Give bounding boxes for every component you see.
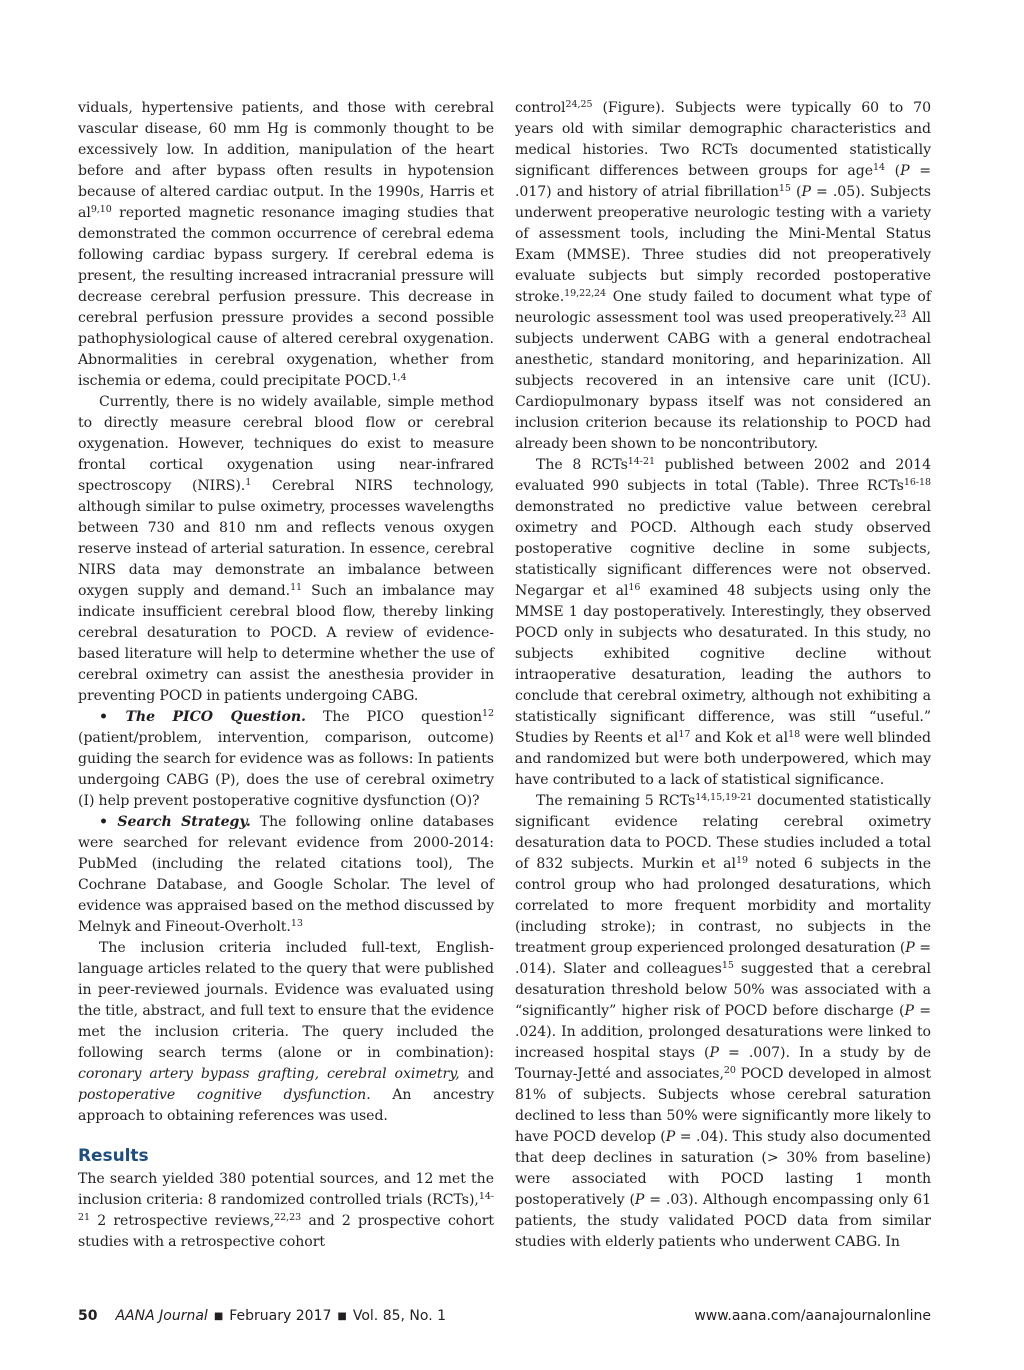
paragraph-remaining-rcts bbox=[515, 791, 931, 1253]
text: = .007). In a study by de Tournay-Jetté and associates, bbox=[515, 1045, 932, 1082]
citation: 19 bbox=[735, 855, 748, 866]
paragraph-cerebral-perfusion bbox=[78, 98, 494, 392]
search-terms: coronary artery bypass grafting, cerebral oximetry, bbox=[78, 1066, 460, 1082]
text: The following online databases were searched for relevant evidence from 2000-2014: PubMed (including the related citations tool), The Cochrane Database, and Google Scholar. The level of evidence was appraised based on the method discussed by Melnyk and Fineout-Overholt. bbox=[78, 814, 494, 935]
text: examined 48 subjects using only the MMSE 1 day postoperatively. Interestingly, they observed POCD only in subjects who desaturated. In this study, no subjects exhibited cognitive decline without intraoperative desaturation, leading the authors to conclude that cerebral oximetry, although not exhibiting a statistically significant difference, was still “useful.” Studies by Reents et al bbox=[515, 583, 932, 746]
citation: 11 bbox=[290, 582, 303, 593]
citation: 14 bbox=[872, 162, 885, 173]
issue-volume: Vol. 85, No. 1 bbox=[352, 1308, 447, 1324]
text: viduals, hypertensive patients, and those with cerebral vascular disease, 60 mm Hg is commonly thought to be excessively low. In addition, manipulation of the heart before and after bypass often results in hypotension because of altered cardiac output. In the 1990s, Harris et al bbox=[78, 100, 494, 221]
text: The 8 RCTs bbox=[536, 457, 628, 473]
paragraph-eight-rcts bbox=[515, 455, 931, 791]
journal-name: AANA Journal bbox=[115, 1308, 208, 1324]
citation: 15 bbox=[721, 960, 734, 971]
paragraph-pico bbox=[78, 707, 494, 812]
text: suggested that a cerebral desaturation threshold below 50% was associated with a “significantly” higher risk of POCD before discharge ( bbox=[515, 961, 931, 1019]
p-value-symbol: P bbox=[709, 1045, 719, 1061]
p-value-symbol: P bbox=[905, 940, 915, 956]
text: published between 2002 and 2014 evaluated 990 subjects in total (Table). Three RCTs bbox=[515, 457, 931, 494]
text: Currently, there is no widely available, simple method to directly measure cerebral blood flow or cerebral oxygenation. However, techniques do exist to measure frontal cortical oxygenation using near-infrared spectroscopy (NIRS). bbox=[78, 394, 494, 494]
text: = .014). Slater and colleagues bbox=[515, 940, 932, 977]
page-number: 50 bbox=[78, 1308, 98, 1324]
text: The remaining 5 RCTs bbox=[536, 793, 696, 809]
citation: 20 bbox=[723, 1065, 736, 1076]
run-in-heading: • Search Strategy. bbox=[99, 814, 251, 830]
paragraph-nirs bbox=[78, 392, 494, 707]
citation: 16 bbox=[628, 582, 641, 593]
p-value-symbol: P bbox=[634, 1192, 645, 1208]
text: = .024). In addition, prolonged desaturations were linked to increased hospital stays ( bbox=[515, 1003, 932, 1061]
citation: 16-18 bbox=[903, 477, 931, 488]
citation: 17 bbox=[678, 729, 691, 740]
text: = .03). Although encompassing only 61 patients, the study validated POCD data from similar studies with elderly patients who underwent CABG. In bbox=[515, 1192, 931, 1250]
text: ( bbox=[884, 163, 901, 179]
p-value-symbol: P bbox=[900, 163, 910, 179]
run-in-heading: • The PICO Question. bbox=[99, 709, 306, 725]
text: All subjects underwent CABG with a general endotracheal anesthetic, standard monitoring, and heparinization. All subjects recovered in an intensive care unit (ICU). Cardiopulmonary bypass itself was not considered an inclusion criterion because its relationship to POCD had already been shown to be noncontributory. bbox=[515, 310, 931, 452]
citation: 15 bbox=[778, 183, 791, 194]
citation: 14-21 bbox=[78, 1191, 494, 1223]
text: and Kok et al bbox=[690, 730, 789, 746]
search-terms: postoperative cognitive dysfunction. bbox=[78, 1087, 371, 1103]
paragraph-results bbox=[78, 1169, 494, 1253]
text: = .017) and history of atrial fibrillation bbox=[515, 163, 931, 200]
left-column bbox=[78, 98, 494, 1253]
text: Cerebral NIRS technology, although similar to pulse oximetry, processes wavelengths between 730 and 810 nm and reflects venous oxygen reserve instead of arterial saturation. In essence, cerebral NIRS data may demonstrate an imbalance between oxygen supply and demand. bbox=[78, 478, 494, 599]
p-value-symbol: P bbox=[665, 1129, 676, 1145]
text: POCD developed in almost 81% of subjects. Subjects whose cerebral saturation declined to less than 50% were significantly more likely to have POCD develop ( bbox=[515, 1066, 931, 1145]
text: Such an imbalance may indicate insufficient cerebral blood flow, thereby linking cerebral desaturation to POCD. A review of evidence-based literature will help to determine whether the use of cerebral oximetry can assist the anesthesia provider in preventing POCD in patients undergoing CABG. bbox=[78, 583, 494, 704]
separator-icon: ■ bbox=[213, 1311, 224, 1322]
page-footer bbox=[78, 1305, 931, 1327]
citation: 9,10 bbox=[90, 204, 112, 215]
issue-date: February 2017 bbox=[229, 1308, 332, 1324]
text: The search yielded 380 potential sources, and 12 met the inclusion criteria: 8 randomized controlled trials (RCTs), bbox=[78, 1171, 494, 1208]
text: ( bbox=[790, 184, 802, 200]
paragraph-subjects bbox=[515, 98, 931, 455]
text: 2 retrospective reviews, bbox=[90, 1213, 275, 1229]
paragraph-search-strategy bbox=[78, 812, 494, 938]
p-value-symbol: P bbox=[904, 1003, 914, 1019]
results-heading: Results bbox=[78, 1146, 149, 1166]
text: = .04). This study also documented that deep declines in saturation (> 30% from baseline) were associated with POCD lasting 1 month postoperatively ( bbox=[515, 1129, 932, 1208]
text: reported magnetic resonance imaging studies that demonstrated the common occurrence of cerebral edema following cardiac bypass surgery. If cerebral edema is present, the resulting increased intracranial pressure will decrease cerebral perfusion pressure. This decrease in cerebral perfusion pressure provides a second possible pathophysiological cause of altered cerebral oxygenation. Abnormalities in cerebral oxygenation, whether from ischemia or edema, could precipitate POCD. bbox=[78, 205, 494, 389]
text: documented statistically significant evidence relating cerebral oximetry desaturation data to POCD. These studies included a total of 832 subjects. Murkin et al bbox=[515, 793, 931, 872]
citation: 14-21 bbox=[627, 456, 655, 467]
paragraph-inclusion-criteria bbox=[78, 938, 494, 1127]
text: and 2 prospective cohort studies with a retrospective cohort bbox=[78, 1213, 494, 1250]
text: The PICO question bbox=[305, 709, 482, 725]
citation: 1 bbox=[245, 477, 252, 488]
text: An ancestry approach to obtaining references was used. bbox=[78, 1087, 494, 1124]
citation: 22,23 bbox=[274, 1212, 302, 1223]
right-column bbox=[515, 98, 931, 1253]
text: (Figure). Subjects were typically 60 to 70 years old with similar demographic characteristics and medical histories. Two RCTs documented statistically significant differences between groups for age bbox=[515, 100, 931, 179]
text: noted 6 subjects in the control group who had prolonged desaturations, which correlated to more frequent morbidity and mortality (including stroke); in contrast, no subjects in the treatment group experienced prolonged desaturation ( bbox=[515, 856, 931, 956]
text: demonstrated no predictive value between cerebral oximetry and POCD. Although each study observed postoperative cognitive decline in some subjects, statistically significant differences were not observed. Negargar et al bbox=[515, 499, 931, 599]
citation: 1,4 bbox=[391, 372, 407, 383]
text: The inclusion criteria included full-text, English-language articles related to the query that were published in peer-reviewed journals. Evidence was evaluated using the title, abstract, and full text to ensure that the evidence met the inclusion criteria. The query included the following search terms (alone or in combination): bbox=[78, 940, 494, 1061]
text: were well blinded and randomized but were both underpowered, which may have contributed to a lack of statistical significance. bbox=[515, 730, 931, 788]
citation: 18 bbox=[788, 729, 801, 740]
journal-url[interactable]: www.aana.com/aanajournalonline bbox=[694, 1308, 931, 1324]
citation: 12 bbox=[482, 708, 494, 719]
citation: 24,25 bbox=[565, 99, 593, 110]
text: control bbox=[515, 100, 566, 116]
separator-icon: ■ bbox=[337, 1311, 347, 1322]
text: (patient/problem, intervention, comparison, outcome) guiding the search for evidence was as follows: In patients undergoing CABG (P), does the use of cerebral oximetry (I) help prevent postoperative cognitive dysfunction (O)? bbox=[78, 730, 494, 809]
citation: 14,15,19-21 bbox=[695, 792, 753, 803]
text: One study failed to document what type of neurologic assessment tool was used preoperatively. bbox=[515, 289, 931, 326]
citation: 19,22,24 bbox=[564, 288, 607, 299]
citation: 13 bbox=[290, 918, 303, 929]
p-value-symbol: P bbox=[801, 184, 811, 200]
text: = .05). Subjects underwent preoperative neurologic testing with a variety of assessment tools, including the Mini-Mental Status Exam (MMSE). Three studies did not preoperatively evaluate subjects but simply recorded postoperative stroke. bbox=[515, 184, 931, 305]
citation: 23 bbox=[894, 309, 907, 320]
text: and bbox=[459, 1066, 495, 1082]
